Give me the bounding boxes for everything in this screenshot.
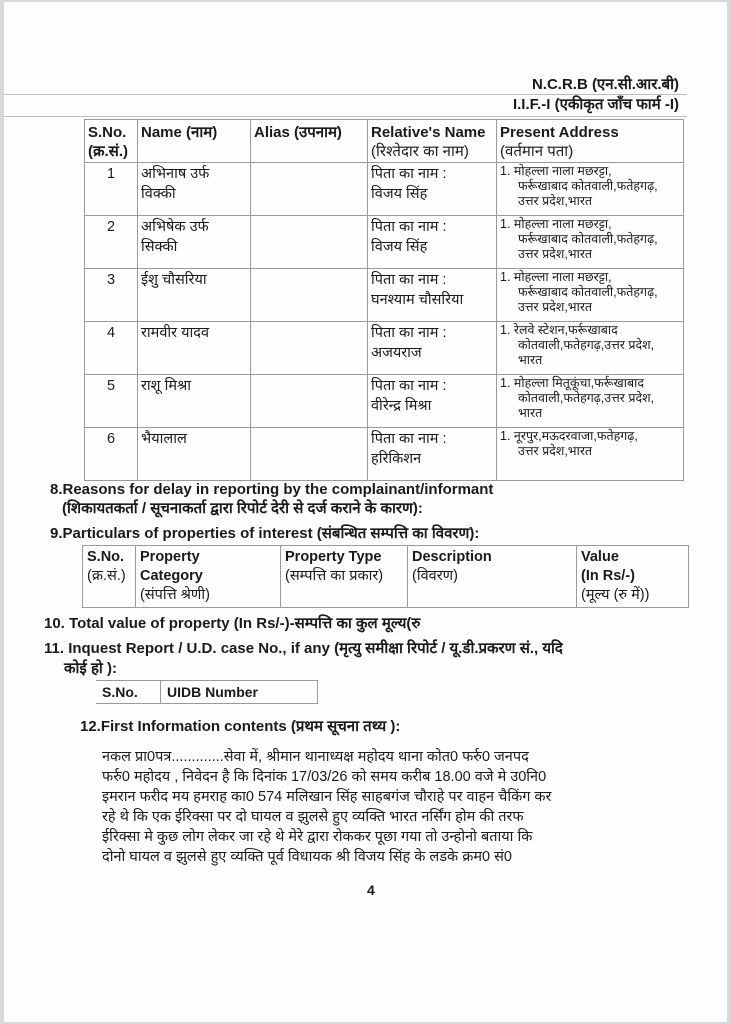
cell-relative [368, 163, 497, 216]
cell-address [497, 375, 684, 428]
fir-line: ईरिक्सा मे कुछ लोग लेकर जा रहे थे मेरे द्वारा रोककर पूछा गया तो उन्होनो बताया कि [102, 829, 533, 845]
column-header-address: Present Address (वर्तमान पता) [497, 120, 684, 163]
cell-relative [368, 322, 497, 375]
table-row [85, 322, 684, 375]
cell-name: भैयालाल [138, 428, 251, 481]
cell-alias [251, 322, 368, 375]
cell-address [497, 428, 684, 481]
relative-name: घनश्याम चौसरिया [371, 292, 464, 308]
cell-sno: 6 [85, 428, 138, 481]
cell-alias [251, 428, 368, 481]
address-line-2: कोतवाली,फतेहगढ़,उत्तर प्रदेश, भारत [518, 391, 655, 420]
relative-name: अजयराज [371, 345, 422, 361]
address-line-1: 1. मोहल्ला नाला मछरट्टा, [500, 164, 612, 178]
ncrb-header: N.C.R.B (एन.सी.आर.बी) [531, 76, 679, 93]
cell-alias [251, 216, 368, 269]
relative-label: पिता का नाम : [371, 431, 447, 447]
relative-label: पिता का नाम : [371, 166, 447, 182]
page-number: 4 [367, 882, 375, 898]
cell-alias [251, 163, 368, 216]
relative-name: विजय सिंह [371, 186, 428, 202]
cell-relative [368, 428, 497, 481]
cell-relative [368, 269, 497, 322]
fir-line: दोनो घायल व झुलसे हुए व्यक्ति पूर्व विधायक श्री विजय सिंह के लडके क्रम0 सं0 [102, 849, 512, 865]
document-page [4, 2, 727, 1022]
relative-name: विजय सिंह [371, 239, 428, 255]
column-header-description: Description (विवरण) [408, 546, 577, 608]
section-9-title: 9.Particulars of properties of interest (संबन्धित सम्पत्ति का विवरण): [50, 525, 480, 542]
relative-label: पिता का नाम : [371, 272, 447, 288]
table-row [85, 269, 684, 322]
column-header-type: Property Type (सम्पत्ति का प्रकार) [281, 546, 408, 608]
address-line-1: 1. नूरपुर,मऊदरवाजा,फतेहगढ़, [500, 429, 638, 443]
cell-address [497, 269, 684, 322]
table-row [85, 216, 684, 269]
cell-sno: 5 [85, 375, 138, 428]
cell-sno: 2 [85, 216, 138, 269]
column-header-sno: S.No. [96, 681, 161, 704]
cell-sno: 3 [85, 269, 138, 322]
table-row [85, 428, 684, 481]
column-header-relative: Relative's Name (रिश्तेदार का नाम) [368, 120, 497, 163]
address-line-1: 1. रेलवे स्टेशन,फर्रूखाबाद [500, 323, 618, 337]
cell-address [497, 163, 684, 216]
fir-line: रहे थे कि एक ईरिक्सा पर दो घायल व झुलसे हुए व्यक्ति भारत नर्सिंग होम की तरफ [102, 809, 524, 825]
address-line-1: 1. मोहल्ला मितूकूंचा,फर्रूखाबाद [500, 376, 644, 390]
table-row [85, 375, 684, 428]
relative-label: पिता का नाम : [371, 219, 447, 235]
accused-table [84, 119, 684, 481]
address-line-2: फर्रूखाबाद कोतवाली,फतेहगढ़, उत्तर प्रदेश,भारत [518, 285, 658, 314]
cell-alias [251, 269, 368, 322]
fir-line: फर्रु0 महोदय , निवेदन है कि दिनांक 17/03/26 को समय करीब 18.00 वजे मे उ0नि0 [102, 769, 547, 785]
relative-label: पिता का नाम : [371, 325, 447, 341]
header-divider [4, 116, 687, 117]
column-header-name: Name (नाम) [138, 120, 251, 163]
inquest-table [96, 680, 318, 704]
fir-line: इमरान फरीद मय हमराह का0 574 मलिखान सिंह साहबगंज चौराहे पर वाहन चैकिंग कर [102, 789, 552, 805]
cell-sno: 1 [85, 163, 138, 216]
table-header-row [83, 546, 689, 608]
cell-name: ईशु चौसरिया [138, 269, 251, 322]
column-header-uidb: UIDB Number [161, 681, 318, 704]
cell-name: राशू मिश्रा [138, 375, 251, 428]
cell-address [497, 216, 684, 269]
cell-name: रामवीर यादव [138, 322, 251, 375]
table-header-row [85, 120, 684, 163]
section-11-title: 11. Inquest Report / U.D. case No., if any (मृत्यु समीक्षा रिपोर्ट / यू.डी.प्रकरण सं., यदि [44, 640, 563, 657]
fir-contents [102, 747, 702, 867]
column-header-sno: S.No. (क्र.सं.) [83, 546, 136, 608]
cell-name: अभिषेक उर्फ सिक्की [138, 216, 251, 269]
section-10-title: 10. Total value of property (In Rs/-)-सम्पत्ति का कुल मूल्य(रु [44, 615, 421, 632]
address-line-2: फर्रूखाबाद कोतवाली,फतेहगढ़, उत्तर प्रदेश,भारत [518, 179, 658, 208]
cell-address [497, 322, 684, 375]
address-line-2: कोतवाली,फतेहगढ़,उत्तर प्रदेश, भारत [518, 338, 655, 367]
address-line-1: 1. मोहल्ला नाला मछरट्टा, [500, 217, 612, 231]
cell-alias [251, 375, 368, 428]
relative-name: वीरेन्द्र मिश्रा [371, 398, 432, 414]
cell-relative [368, 375, 497, 428]
column-header-value: Value (In Rs/-) (मूल्य (रु में)) [577, 546, 689, 608]
address-line-1: 1. मोहल्ला नाला मछरट्टा, [500, 270, 612, 284]
section-8-subtitle: (शिकायतकर्ता / सूचनाकर्ता द्वारा रिपोर्ट देरी से दर्ज कराने के कारण): [62, 500, 423, 517]
section-8-title: 8.Reasons for delay in reporting by the complainant/informant [50, 481, 494, 498]
relative-label: पिता का नाम : [371, 378, 447, 394]
section-12-title: 12.First Information contents (प्रथम सूचना तथ्य ): [80, 718, 401, 735]
table-row [85, 163, 684, 216]
column-header-category: Property Category (संपत्ति श्रेणी) [136, 546, 281, 608]
relative-name: हरिकिशन [371, 451, 422, 467]
column-header-sno: S.No. (क्र.सं.) [85, 120, 138, 163]
address-line-2: उत्तर प्रदेश,भारत [518, 444, 593, 458]
cell-name: अभिनाष उर्फ विक्की [138, 163, 251, 216]
column-header-alias: Alias (उपनाम) [251, 120, 368, 163]
cell-sno: 4 [85, 322, 138, 375]
property-table [82, 545, 689, 608]
form-header: I.I.F.-I (एकीकृत जाँच फार्म -I) [512, 96, 679, 113]
address-line-2: फर्रूखाबाद कोतवाली,फतेहगढ़, उत्तर प्रदेश,भारत [518, 232, 658, 261]
table-header-row [96, 681, 318, 704]
section-11-title-cont: कोई हो ): [64, 660, 117, 677]
fir-line: नकल प्रा0पत्र.............सेवा में, श्रीमान थानाध्यक्ष महोदय थाना कोत0 फर्रु0 जनपद [102, 749, 529, 765]
cell-relative [368, 216, 497, 269]
